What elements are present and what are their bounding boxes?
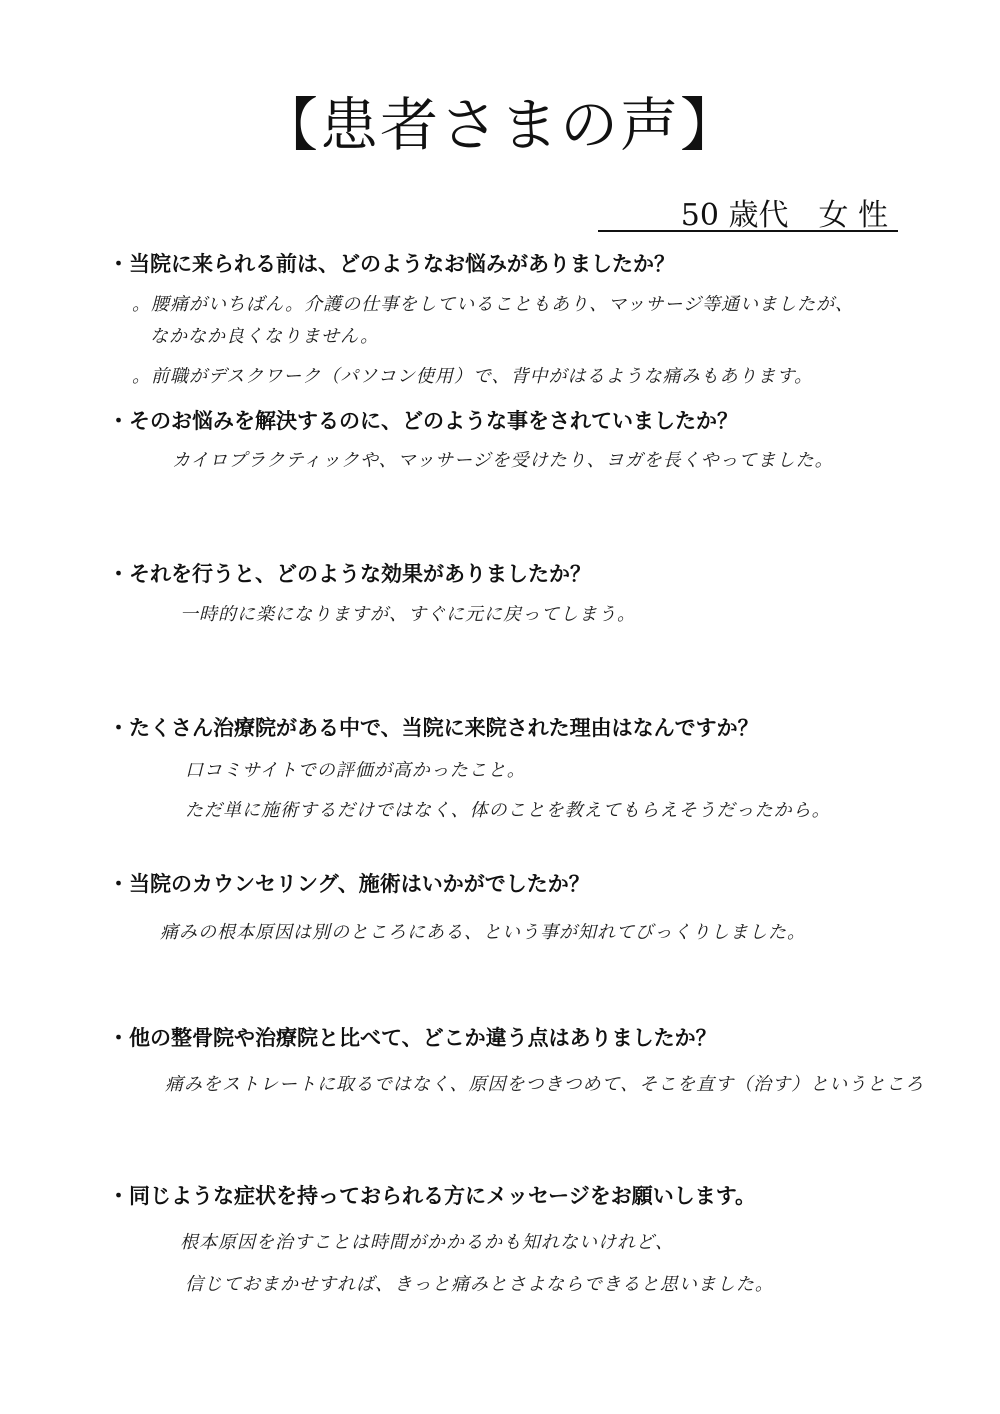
answer-2-line-1: カイロプラクティックや、マッサージを受けたり、ヨガを長くやってました。 (172, 450, 834, 471)
question-5: ・当院のカウンセリング、施術はいかがでしたか？ (108, 872, 590, 896)
answer-1-line-3: 。前職がデスクワーク（パソコン使用）で、背中がはるような痛みもあります。 (132, 366, 814, 387)
question-7: ・同じような症状を持っておられる方にメッセージをお願いします。 (108, 1184, 757, 1208)
answer-5-line-1: 痛みの根本原因は別のところにある、という事が知れてびっくりしました。 (160, 922, 806, 943)
answer-1-line-2: なかなか良くなりません。 (150, 326, 380, 347)
question-3: ・それを行うと、どのような効果がありましたか？ (108, 562, 591, 586)
page-title: 【患者さまの声】 (259, 91, 740, 159)
question-4: ・たくさん治療院がある中で、当院に来院された理由はなんですか？ (108, 716, 759, 740)
answer-4-line-1: 口コミサイトでの評価が高かったこと。 (185, 760, 526, 781)
question-2: ・そのお悩みを解決するのに、どのような事をされていましたか？ (108, 409, 738, 433)
answer-7-line-2: 信じておまかせすれば、きっと痛みとさよならできると思いました。 (185, 1274, 774, 1295)
answer-1-line-1: 。腰痛がいちばん。介護の仕事をしていることもあり、マッサージ等通いましたが、 (132, 294, 854, 315)
respondent-age-gender: 50 歳代 女 性 (598, 190, 898, 232)
answer-6-line-1: 痛みをストレートに取るではなく、原因をつきつめて、そこを直す（治す）というところ (165, 1074, 925, 1095)
answer-7-line-1: 根本原因を治すことは時間がかかるかも知れないけれど、 (180, 1232, 674, 1253)
question-6: ・他の整骨院や治療院と比べて、どこか違う点はありましたか？ (108, 1026, 717, 1050)
question-1: ・当院に来られる前は、どのようなお悩みがありましたか？ (108, 252, 675, 276)
answer-4-line-2: ただ単に施術するだけではなく、体のことを教えてもらえそうだったから。 (185, 800, 831, 821)
answer-3-line-1: 一時的に楽になりますが、すぐに元に戻ってしまう。 (180, 604, 636, 625)
